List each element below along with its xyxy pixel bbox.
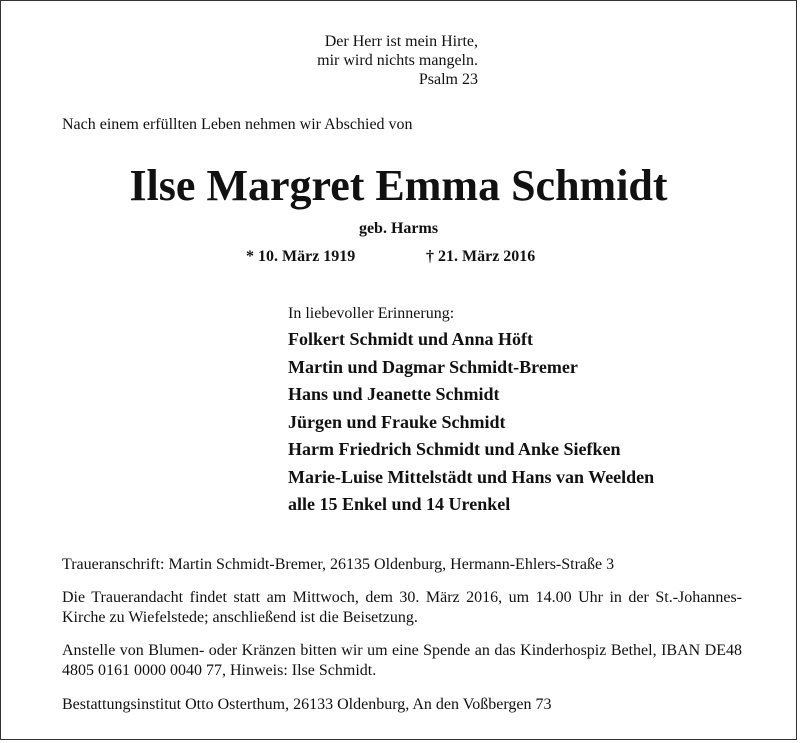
donation-note: Anstelle von Blumen- oder Kränzen bitten wir um eine Spende an das Kinderhospiz Bethel, IBAN DE48 4805 0161 0000 0040 77, Hinweis: Ilse Schmidt.: [62, 642, 742, 679]
psalm-reference: Psalm 23: [418, 71, 478, 88]
list-item: Martin und Dagmar Schmidt-Bremer: [288, 356, 578, 377]
mourning-address: Traueranschrift: Martin Schmidt-Bremer, 26135 Oldenburg, Hermann-Ehlers-Straße 3: [62, 556, 615, 573]
list-item: Hans und Jeanette Schmidt: [288, 384, 500, 404]
list-item: Marie-Luise Mittelstädt und Hans van Weelden: [288, 466, 655, 487]
mourners-list: [288, 326, 654, 519]
list-item: Folkert Schmidt und Anna Höft: [288, 329, 534, 349]
service-details: Die Trauerandacht findet statt am Mittwoch, dem 30. März 2016, um 14.00 Uhr in der St.-Johannes-Kirche zu Wiefelstede; anschließend ist die Beisetzung.: [62, 589, 742, 626]
list-item: alle 15 Enkel und 14 Urenkel: [288, 494, 511, 514]
intro-text: Nach einem erfüllten Leben nehmen wir Abschied von: [62, 116, 413, 133]
death-date: † 21. März 2016: [426, 248, 536, 265]
psalm-line: mir wird nichts mangeln.: [317, 52, 478, 69]
psalm-quote: [288, 32, 478, 89]
funeral-home: Bestattungsinstitut Otto Osterthum, 26133 Oldenburg, An den Voßbergen 73: [62, 696, 552, 713]
deceased-name: Ilse Margret Emma Schmidt: [129, 161, 668, 210]
birth-date: * 10. März 1919: [246, 248, 356, 265]
list-item: Jürgen und Frauke Schmidt: [288, 411, 506, 432]
psalm-line: Der Herr ist mein Hirte,: [324, 33, 478, 50]
memory-label: In liebevoller Erinnerung:: [288, 305, 455, 322]
birth-name: geb. Harms: [358, 220, 439, 237]
list-item: Harm Friedrich Schmidt und Anke Siefken: [288, 439, 621, 459]
